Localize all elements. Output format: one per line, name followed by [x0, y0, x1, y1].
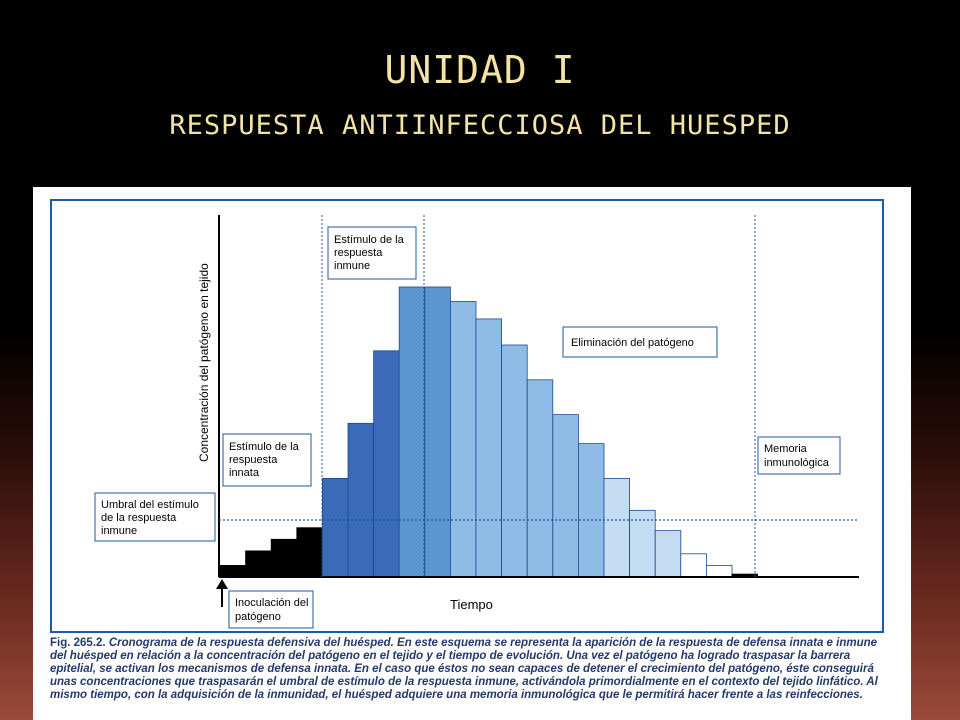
- bar-15: [578, 444, 604, 577]
- annotation-threshold-l2: de la respuesta: [101, 512, 177, 524]
- bar-7: [374, 351, 400, 577]
- bar-13: [527, 380, 553, 577]
- bar-5: [322, 478, 348, 577]
- caption-fig-number: Fig. 265.2.: [50, 637, 106, 649]
- y-axis-label: Concentración del patógeno en tejido: [197, 263, 211, 462]
- annotation-memory-l1: Memoria: [764, 443, 807, 455]
- bar-8: [399, 287, 425, 577]
- annotation-stimulus-immune-l3: inmune: [334, 260, 371, 272]
- bar-1: [220, 565, 246, 577]
- bar-3: [271, 539, 297, 577]
- annotation-threshold-l1: Umbral del estímulo: [101, 499, 199, 511]
- annotation-stimulus-immune-l1: Estímulo de la: [334, 234, 404, 246]
- annotation-stimulus-immune-l2: respuesta: [334, 247, 383, 259]
- annotation-stimulus-innate-l3: innata: [229, 467, 259, 479]
- bar-4: [297, 528, 323, 577]
- bar-chart: [33, 187, 911, 637]
- annotation-inoculation-l2: patógeno: [235, 611, 281, 623]
- bar-14: [553, 415, 579, 577]
- bar-12: [502, 345, 528, 577]
- annotation-threshold-l3: inmune: [101, 525, 138, 537]
- annotation-memory-l2: inmunológica: [764, 457, 829, 469]
- slide-subtitle: RESPUESTA ANTIINFECCIOSA DEL HUESPED: [169, 110, 791, 141]
- figure-panel: [33, 187, 911, 720]
- bar-20: [706, 565, 732, 577]
- bar-11: [476, 319, 502, 577]
- bar-18: [655, 531, 681, 577]
- bar-19: [681, 554, 707, 577]
- annotation-stimulus-innate-l1: Estímulo de la: [229, 441, 299, 453]
- bar-6: [348, 423, 374, 577]
- bar-9: [425, 287, 451, 577]
- bar-16: [604, 478, 630, 577]
- x-axis-label: Tiempo: [450, 597, 493, 612]
- annotation-elimination: Eliminación del patógeno: [571, 337, 694, 349]
- slide-title: UNIDAD I: [384, 48, 576, 92]
- figure-caption: [50, 637, 890, 702]
- bar-2: [246, 551, 272, 577]
- annotation-inoculation-l1: Inoculación del: [235, 597, 309, 609]
- caption-text: Cronograma de la respuesta defensiva del huésped. En este esquema se representa la aparición de la respuesta de defensa innata e inmune del huésped en relación a la concentración del patógeno en el tejido y el tiempo de evolución. Una vez el patógeno ha logrado traspasar la barrera epitelial, se activan los mecanismos de defensa innata. En el caso que éstos no sean capaces de detener el crecimiento del patógeno, éste conseguirá unas concentraciones que traspasarán el umbral de estímulo de la respuesta inmune, activándola primordialmente en el contexto del tejido linfático. Al mismo tiempo, con la adquisición de la inmunidad, el huésped adquiere una memoria inmunológica que le permitirá hacer frente a las reinfecciones.: [50, 637, 878, 701]
- inoculation-arrowhead: [216, 579, 228, 589]
- annotation-stimulus-innate-l2: respuesta: [229, 454, 278, 466]
- bar-10: [450, 302, 476, 578]
